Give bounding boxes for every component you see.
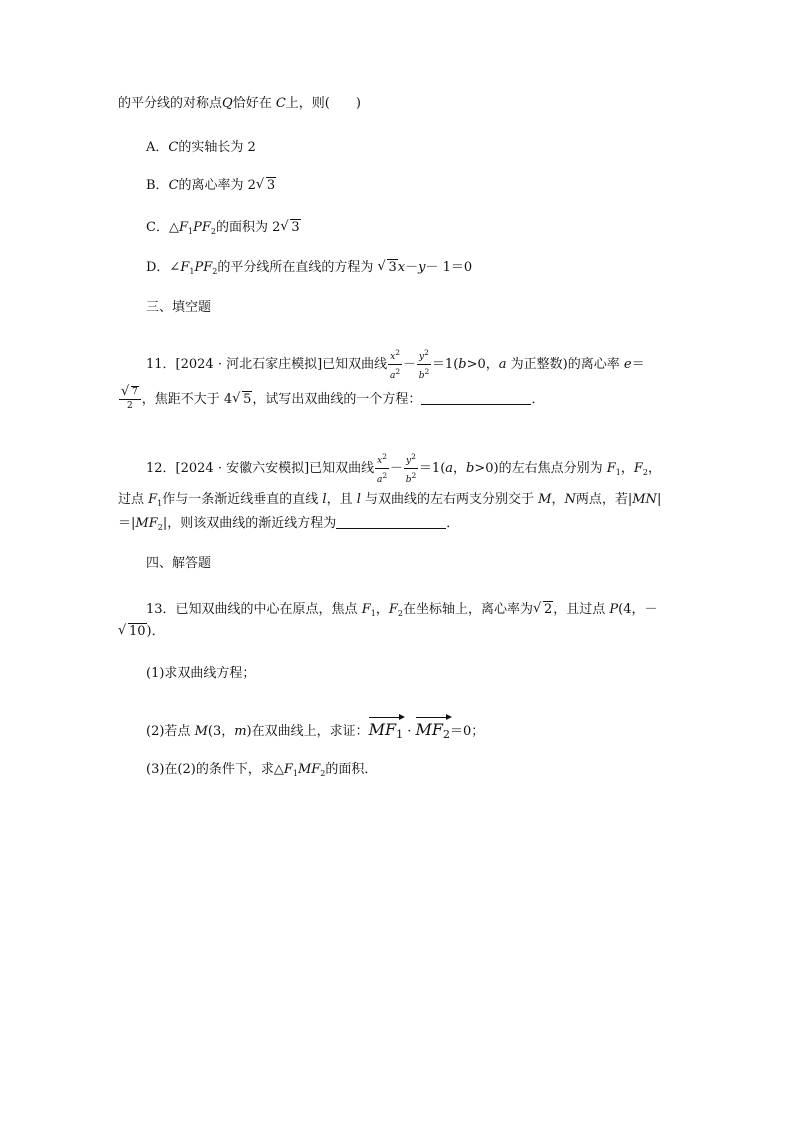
text: ， [620, 461, 634, 476]
radicand: 5 [243, 392, 252, 407]
var-N: N [564, 492, 576, 507]
option-text: 的实轴长为 2 [178, 140, 256, 155]
question-text: 11．[2024 · 河北石家庄模拟]已知双曲线 [146, 357, 388, 372]
text: － [405, 260, 419, 275]
text: ， [453, 461, 467, 476]
text: |，则该双曲线的渐近线方程为 [162, 516, 337, 531]
text: (3， [207, 724, 235, 739]
sqrt [256, 176, 276, 196]
text: ＝0； [450, 724, 485, 739]
var-C: C [275, 96, 286, 111]
var-Q: Q [222, 96, 233, 111]
option-label: D．∠ [146, 260, 181, 275]
var-y: y [418, 260, 426, 275]
sqrt [533, 600, 553, 620]
var-M: M [194, 724, 208, 739]
var-a: a [390, 371, 396, 381]
text: ． [446, 516, 460, 531]
text: (2)若点 [146, 724, 195, 739]
var-MN: MN [632, 492, 657, 507]
radicand: 3 [266, 178, 276, 193]
option-b [146, 176, 276, 196]
q13-part3 [146, 760, 377, 784]
superscript: 2 [395, 348, 401, 357]
var-C: C [168, 140, 179, 155]
var-PF: PF [193, 220, 211, 235]
text: ， [375, 602, 389, 617]
vector-label: MF [368, 720, 397, 739]
var-b: b [405, 475, 412, 485]
text: 上，则( ) [285, 96, 361, 111]
radicand: 3 [388, 260, 397, 275]
radicand: 10 [129, 624, 146, 639]
sqrt [280, 218, 300, 238]
var-b: b [458, 357, 467, 372]
text: >0， [466, 357, 499, 372]
radicand: 7 [132, 387, 138, 397]
text: 在坐标轴上，离心率为 [402, 602, 533, 617]
option-text: 的面积为 2 [215, 220, 281, 235]
subscript: 1 [292, 769, 298, 778]
var-F: F [361, 602, 371, 617]
option-a [146, 138, 256, 158]
var-PF: PF [194, 260, 213, 275]
denominator: 2 [127, 401, 133, 411]
option-label: C．△ [146, 220, 179, 235]
var-x: x [377, 456, 383, 466]
var-C: C [168, 178, 179, 193]
var-a: a [445, 461, 454, 476]
var-e: e [623, 357, 632, 372]
var-MF: MF [297, 762, 321, 777]
text: ，且 [326, 492, 357, 507]
option-text: 的平分线所在直线的方程为 [217, 260, 378, 275]
subscript: 2 [210, 227, 216, 236]
var-F: F [633, 461, 643, 476]
text: )． [146, 624, 165, 639]
option-d [146, 258, 472, 282]
option-c [146, 218, 301, 242]
q13-line1 [146, 600, 657, 624]
subscript: 1 [396, 728, 404, 741]
text: ， [648, 461, 662, 476]
var-M: M [538, 492, 552, 507]
text: | [656, 492, 662, 507]
subscript: 2 [157, 523, 163, 532]
var-x: x [390, 352, 396, 362]
var-F: F [283, 762, 293, 777]
text: 过点 [118, 492, 149, 507]
subscript: 1 [370, 609, 376, 618]
fraction [375, 450, 389, 487]
text: ，且过点 [553, 602, 610, 617]
text: >0)的左右焦点分别为 [474, 461, 607, 476]
fraction [417, 346, 431, 383]
superscript: 2 [382, 452, 388, 461]
text: 作与一条渐近线垂直的直线 [162, 492, 323, 507]
text: )在双曲线上，求证： [246, 724, 369, 739]
q12-line1: 12．[2024 · 安徽六安模拟]已知双曲线 $\frac{x^2}{a^2}$ － $\frac{y^2}{b^2}$ ＝1(a，b>0)的左右焦点分别为 $F_1$，$F_2$， [146, 452, 662, 485]
subscript: 2 [320, 769, 326, 778]
text: ，焦距不大于 4 [141, 392, 233, 407]
subscript: 2 [212, 267, 218, 276]
subscript: 1 [615, 468, 621, 477]
var-F: F [606, 461, 616, 476]
var-F: F [178, 220, 188, 235]
text: ＝ [631, 357, 645, 372]
text: 两点，若| [575, 492, 633, 507]
option-label: A． [146, 140, 169, 155]
vector-MF1 [369, 716, 403, 745]
text: － 1＝0 [425, 260, 473, 275]
text: 与双曲线的左右两支分别交于 [360, 492, 539, 507]
q13-line2 [118, 622, 165, 642]
vector-MF2 [416, 716, 450, 745]
text: 为正整数)的离心率 [506, 357, 624, 372]
q11-line2 [118, 386, 544, 413]
var-MF: MF [135, 516, 158, 531]
superscript: 2 [424, 367, 430, 376]
section-heading-solve: 四、解答题 [146, 556, 212, 571]
text: 的平分线的对称点 [118, 96, 223, 111]
dot-operator: · [407, 724, 412, 739]
superscript: 2 [382, 471, 388, 480]
var-y: y [419, 352, 425, 362]
text: 恰好在 [232, 96, 272, 111]
var-b: b [418, 371, 425, 381]
answer-blank[interactable] [421, 390, 531, 405]
fraction [404, 450, 418, 487]
text: ． [531, 392, 545, 407]
q11-line1: 11．[2024 · 河北石家庄模拟]已知双曲线 $\frac{x^2}{a^2}$ － $\frac{y^2}{b^2}$ ＝1(b>0，a 为正整数)的离心率 e＝ [146, 348, 645, 381]
subscript: 2 [397, 609, 403, 618]
subscript: 2 [642, 468, 649, 477]
var-a: a [498, 357, 507, 372]
fraction [119, 386, 141, 413]
var-F: F [180, 260, 190, 275]
superscript: 2 [411, 471, 417, 480]
q12-line3 [118, 514, 459, 538]
text: ，试写出双曲线的一个方程： [252, 392, 422, 407]
text: ＝1( [431, 357, 459, 372]
sqrt [232, 390, 252, 410]
answer-blank[interactable] [336, 514, 446, 529]
fraction [388, 346, 402, 383]
option-label: B． [146, 178, 169, 193]
superscript: 2 [424, 348, 429, 357]
text: 的面积． [325, 762, 378, 777]
question-text: 13．已知双曲线的中心在原点，焦点 [146, 602, 362, 617]
var-F: F [388, 602, 398, 617]
sqrt [121, 386, 139, 399]
var-m: m [234, 724, 247, 739]
question-text: 12．[2024 · 安徽六安模拟]已知双曲线 [146, 461, 375, 476]
text: (4，－ [618, 602, 658, 617]
var-P: P [609, 602, 619, 617]
var-x: x [397, 260, 406, 275]
q12-line2: 过点 $F_1$作与一条渐近线垂直的直线 l，且 l 与双曲线的左右两支分别交于 M，N两点，若|MN| [118, 492, 662, 508]
radicand: 3 [291, 220, 300, 235]
text: ＝| [118, 516, 136, 531]
var-l: l [322, 492, 327, 507]
q13-part2 [146, 716, 484, 745]
radicand: 2 [543, 602, 553, 617]
var-y: y [406, 456, 412, 466]
option-text: 的离心率为 2 [178, 178, 256, 193]
var-b: b [466, 461, 475, 476]
text: ＝1( [418, 461, 446, 476]
var-a: a [377, 475, 383, 485]
subscript: 1 [189, 267, 195, 276]
vector-label: MF [415, 720, 444, 739]
var-l: l [356, 492, 361, 507]
subscript: 2 [443, 728, 451, 741]
q10-stem-tail [118, 94, 361, 114]
sqrt [118, 622, 147, 642]
text: (3)在(2)的条件下，求△ [146, 762, 284, 777]
section-heading-fill-in: 三、填空题 [146, 300, 212, 315]
q13-part1: (1)求双曲线方程； [146, 666, 256, 681]
var-F: F [148, 492, 158, 507]
subscript: 1 [187, 227, 194, 236]
superscript: 2 [395, 367, 401, 376]
subscript: 1 [157, 499, 163, 508]
superscript: 2 [411, 452, 416, 461]
sqrt [377, 258, 397, 278]
